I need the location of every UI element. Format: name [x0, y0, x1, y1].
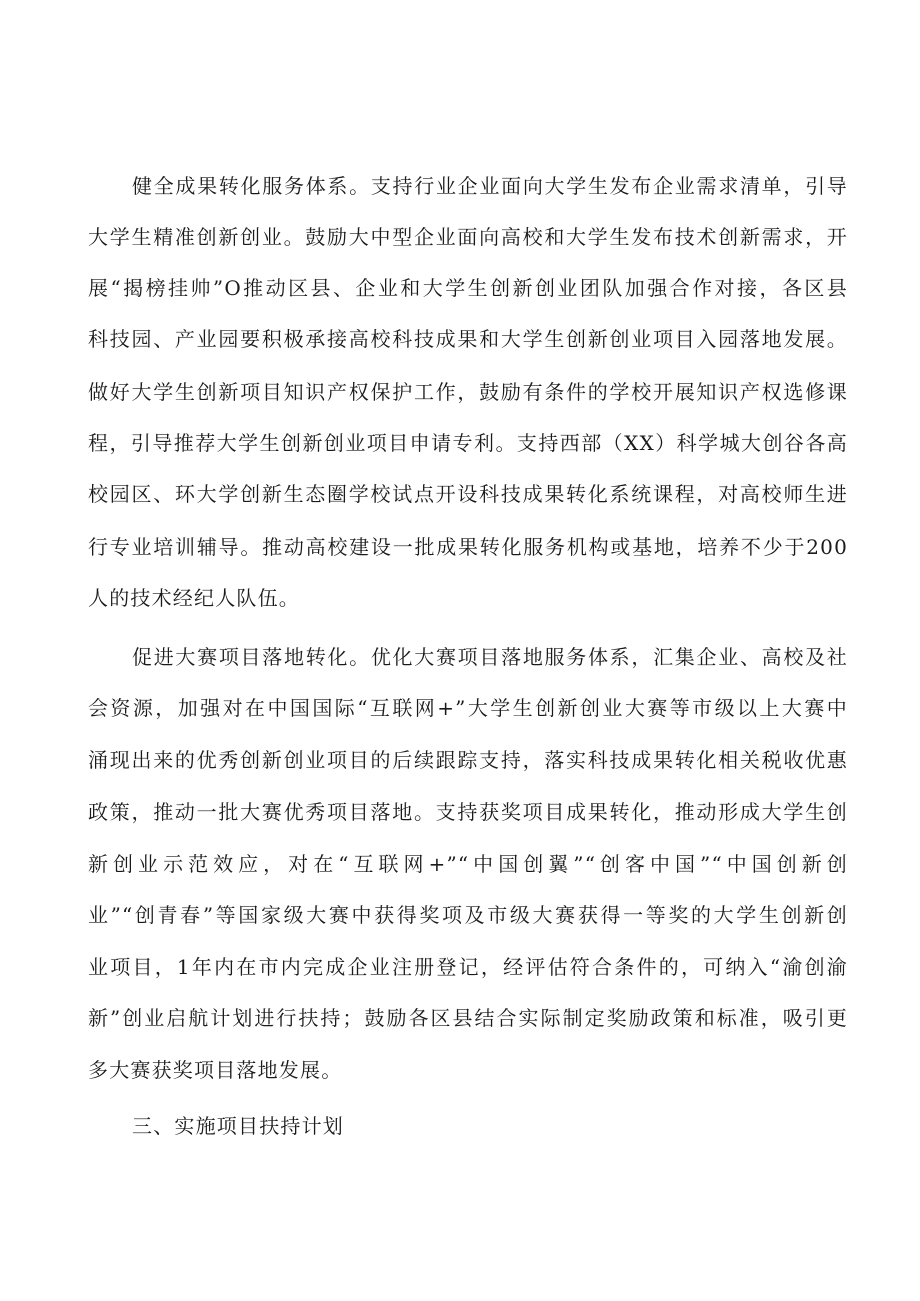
paragraph-2-line-6: 业”“创青春”等国家级大赛中获得奖项及市级大赛获得一等奖的大学生创新创: [88, 903, 848, 927]
paragraph-2-line-7: 业项目，1年内在市内完成企业注册登记，经评估符合条件的，可纳入“渝创渝: [88, 955, 848, 979]
paragraph-1-line-5: 做好大学生创新项目知识产权保护工作，鼓励有条件的学校开展知识产权选修课: [88, 380, 848, 404]
paragraph-1-line-1: 健全成果转化服务体系。支持行业企业面向大学生发布企业需求清单，引导: [132, 174, 848, 198]
paragraph-2-line-8: 新”创业启航计划进行扶持；鼓励各区县结合实际制定奖励政策和标准，吸引更: [88, 1006, 848, 1030]
paragraph-1-line-7: 校园区、环大学创新生态圈学校试点开设科技成果转化系统课程，对高校师生进: [88, 482, 848, 506]
paragraph-2-line-2: 会资源，加强对在中国国际“互联网+”大学生创新创业大赛等市级以上大赛中: [88, 696, 848, 720]
paragraph-1-line-6: 程，引导推荐大学生创新创业项目申请专利。支持西部（XX）科学城大创谷各高: [88, 431, 848, 455]
paragraph-1-line-9: 人的技术经纪人队伍。: [88, 586, 300, 610]
paragraph-1-line-2: 大学生精准创新创业。鼓励大中型企业面向高校和大学生发布技术创新需求，开: [88, 225, 848, 249]
paragraph-2-line-1: 促进大赛项目落地转化。优化大赛项目落地服务体系，汇集企业、高校及社: [132, 645, 848, 669]
paragraph-2-line-9: 多大赛获奖项目落地发展。: [88, 1058, 343, 1082]
paragraph-2-line-4: 政策，推动一批大赛优秀项目落地。支持获奖项目成果转化，推动形成大学生创: [88, 800, 848, 824]
paragraph-1-line-3: 展“揭榜挂帅”O推动区县、企业和大学生创新创业团队加强合作对接，各区县: [88, 276, 848, 300]
paragraph-1-line-4: 科技园、产业园要积极承接高校科技成果和大学生创新创业项目入园落地发展。: [88, 327, 848, 351]
paragraph-2-line-3: 涌现出来的优秀创新创业项目的后续跟踪支持，落实科技成果转化相关税收优惠: [88, 748, 848, 772]
paragraph-1-line-8: 行专业培训辅导。推动高校建设一批成果转化服务机构或基地，培养不少于200: [88, 535, 848, 559]
paragraph-2-line-5: 新创业示范效应，对在“互联网+”“中国创翼”“创客中国”“中国创新创: [88, 852, 848, 876]
section-heading: 三、实施项目扶持计划: [132, 1114, 344, 1138]
